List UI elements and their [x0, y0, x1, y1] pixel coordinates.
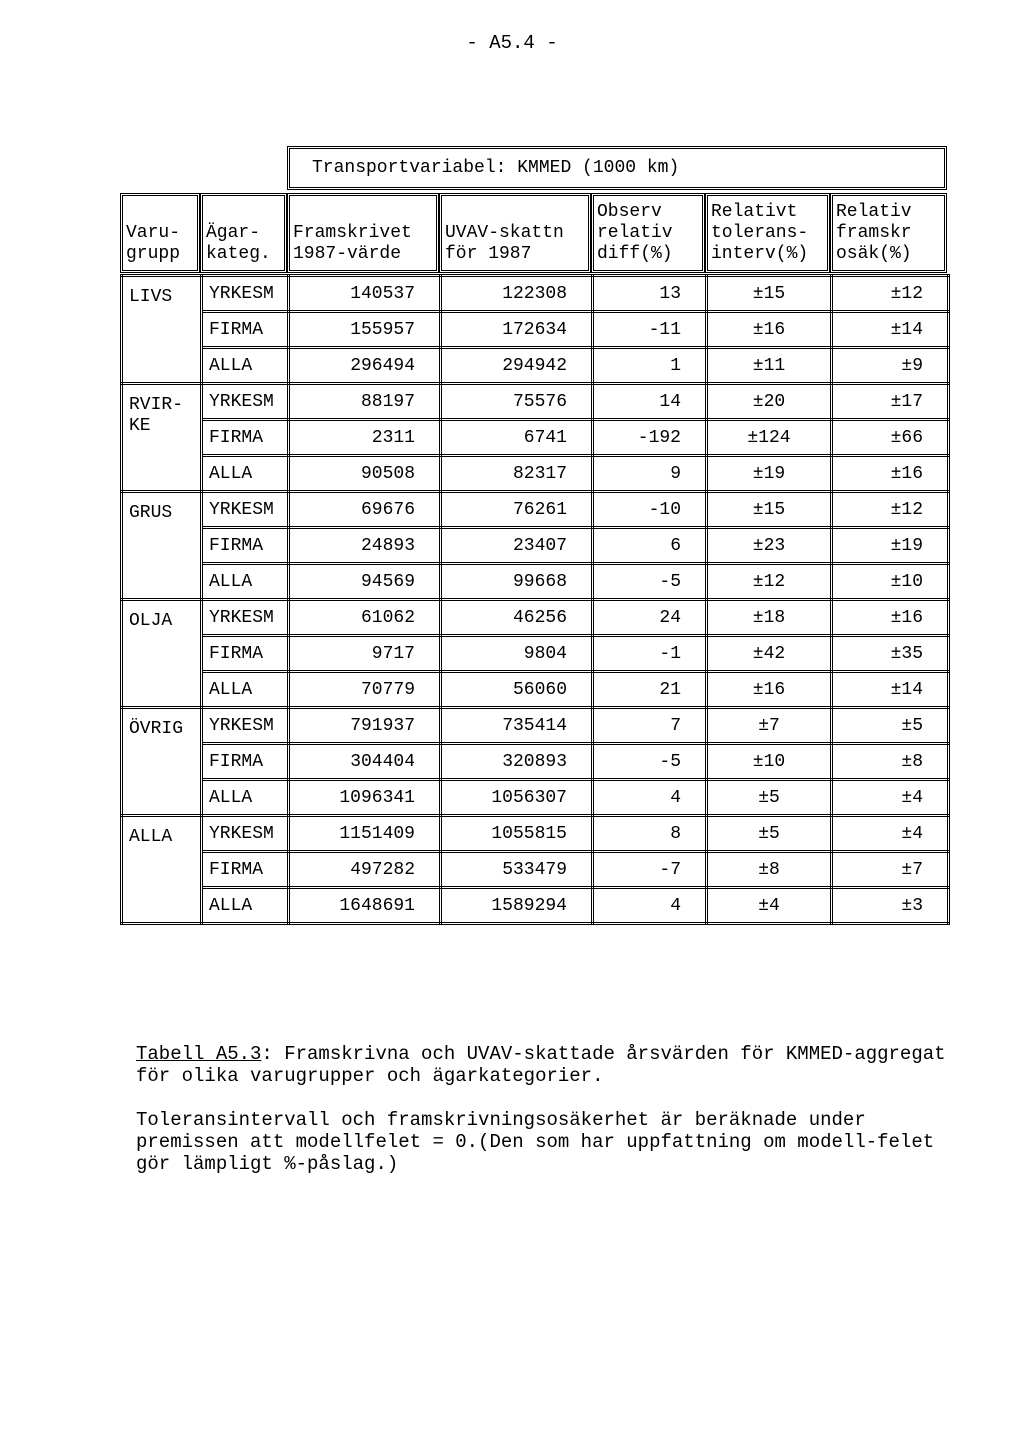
framskrivet-cell: 791937 [289, 708, 441, 744]
toleransintervall-cell: ±18 [707, 600, 832, 636]
agarkategori-cell: FIRMA [202, 528, 289, 564]
agarkategori-cell: ALLA [202, 672, 289, 708]
uvav-cell: 1055815 [441, 816, 593, 852]
agarkategori-cell: FIRMA [202, 852, 289, 888]
toleransintervall-cell: ±4 [707, 888, 832, 924]
table-row [122, 348, 949, 384]
toleransintervall-cell: ±16 [707, 672, 832, 708]
table-row [122, 636, 949, 672]
observ-diff-cell: 21 [593, 672, 707, 708]
observ-diff-cell: 1 [593, 348, 707, 384]
toleransintervall-cell: ±19 [707, 456, 832, 492]
table-row [122, 384, 949, 420]
agarkategori-cell: ALLA [202, 780, 289, 816]
table-row [122, 492, 949, 528]
framskrivet-cell: 2311 [289, 420, 441, 456]
uvav-cell: 99668 [441, 564, 593, 600]
observ-diff-cell: -10 [593, 492, 707, 528]
uvav-cell: 294942 [441, 348, 593, 384]
uvav-cell: 533479 [441, 852, 593, 888]
toleransintervall-cell: ±12 [707, 564, 832, 600]
agarkategori-cell: ALLA [202, 456, 289, 492]
uvav-cell: 320893 [441, 744, 593, 780]
toleransintervall-cell: ±23 [707, 528, 832, 564]
agarkategori-cell: YRKESM [202, 708, 289, 744]
osakerhet-cell: ±8 [832, 744, 949, 780]
uvav-cell: 76261 [441, 492, 593, 528]
osakerhet-cell: ±19 [832, 528, 949, 564]
uvav-cell: 9804 [441, 636, 593, 672]
uvav-cell: 6741 [441, 420, 593, 456]
osakerhet-cell: ±10 [832, 564, 949, 600]
header-framskrivet: Framskrivet 1987-värde [287, 193, 439, 273]
transport-variable-header: Transportvariabel: KMMED (1000 km) [287, 146, 947, 190]
framskrivet-cell: 88197 [289, 384, 441, 420]
osakerhet-cell: ±4 [832, 816, 949, 852]
data-table [120, 274, 950, 925]
osakerhet-cell: ±9 [832, 348, 949, 384]
framskrivet-cell: 90508 [289, 456, 441, 492]
table-caption [136, 1043, 966, 1197]
osakerhet-cell: ±16 [832, 600, 949, 636]
agarkategori-cell: FIRMA [202, 420, 289, 456]
varugrupp-cell: ALLA [122, 816, 202, 924]
observ-diff-cell: 7 [593, 708, 707, 744]
toleransintervall-cell: ±11 [707, 348, 832, 384]
agarkategori-cell: FIRMA [202, 636, 289, 672]
osakerhet-cell: ±12 [832, 276, 949, 312]
uvav-cell: 56060 [441, 672, 593, 708]
framskrivet-cell: 304404 [289, 744, 441, 780]
agarkategori-cell: YRKESM [202, 600, 289, 636]
table-row [122, 780, 949, 816]
table-row [122, 816, 949, 852]
observ-diff-cell: 4 [593, 888, 707, 924]
table-row [122, 456, 949, 492]
header-relativ-framskrivningsosakerhet: Relativ framskr osäk(%) [830, 193, 947, 273]
table-row [122, 672, 949, 708]
uvav-cell: 122308 [441, 276, 593, 312]
osakerhet-cell: ±16 [832, 456, 949, 492]
framskrivet-cell: 140537 [289, 276, 441, 312]
observ-diff-cell: -1 [593, 636, 707, 672]
observ-diff-cell: 24 [593, 600, 707, 636]
table-row [122, 312, 949, 348]
table-row [122, 420, 949, 456]
observ-diff-cell: 14 [593, 384, 707, 420]
osakerhet-cell: ±14 [832, 312, 949, 348]
osakerhet-cell: ±66 [832, 420, 949, 456]
toleransintervall-cell: ±42 [707, 636, 832, 672]
observ-diff-cell: -5 [593, 744, 707, 780]
table-row [122, 564, 949, 600]
osakerhet-cell: ±7 [832, 852, 949, 888]
page-number: - A5.4 - [466, 32, 558, 54]
observ-diff-cell: -5 [593, 564, 707, 600]
agarkategori-cell: FIRMA [202, 312, 289, 348]
table-row [122, 708, 949, 744]
uvav-cell: 1589294 [441, 888, 593, 924]
uvav-cell: 75576 [441, 384, 593, 420]
toleransintervall-cell: ±124 [707, 420, 832, 456]
table-row [122, 744, 949, 780]
framskrivet-cell: 24893 [289, 528, 441, 564]
osakerhet-cell: ±35 [832, 636, 949, 672]
framskrivet-cell: 296494 [289, 348, 441, 384]
agarkategori-cell: YRKESM [202, 276, 289, 312]
toleransintervall-cell: ±15 [707, 492, 832, 528]
uvav-cell: 46256 [441, 600, 593, 636]
framskrivet-cell: 1648691 [289, 888, 441, 924]
table-row [122, 852, 949, 888]
header-agarkategori: Ägar- kateg. [200, 193, 287, 273]
framskrivet-cell: 1151409 [289, 816, 441, 852]
toleransintervall-cell: ±5 [707, 816, 832, 852]
osakerhet-cell: ±14 [832, 672, 949, 708]
header-observ-relativ-diff: Observ relativ diff(%) [591, 193, 705, 273]
uvav-cell: 1056307 [441, 780, 593, 816]
header-relativt-toleransintervall: Relativt tolerans- interv(%) [705, 193, 830, 273]
observ-diff-cell: 9 [593, 456, 707, 492]
header-uvav-skattning: UVAV-skattn för 1987 [439, 193, 591, 273]
agarkategori-cell: ALLA [202, 564, 289, 600]
framskrivet-cell: 1096341 [289, 780, 441, 816]
varugrupp-cell: LIVS [122, 276, 202, 384]
caption-note: Toleransintervall och framskrivningsosäkerhet är beräknade under premissen att modellfelet = 0.(Den som har uppfattning om modell-felet gör lämpligt %-påslag.) [136, 1109, 935, 1175]
framskrivet-cell: 155957 [289, 312, 441, 348]
table-row [122, 888, 949, 924]
observ-diff-cell: -192 [593, 420, 707, 456]
osakerhet-cell: ±5 [832, 708, 949, 744]
observ-diff-cell: -11 [593, 312, 707, 348]
framskrivet-cell: 497282 [289, 852, 441, 888]
table-row [122, 276, 949, 312]
uvav-cell: 735414 [441, 708, 593, 744]
caption-label: Tabell A5.3 [136, 1043, 262, 1065]
uvav-cell: 172634 [441, 312, 593, 348]
varugrupp-cell: GRUS [122, 492, 202, 600]
osakerhet-cell: ±17 [832, 384, 949, 420]
toleransintervall-cell: ±16 [707, 312, 832, 348]
agarkategori-cell: ALLA [202, 888, 289, 924]
observ-diff-cell: -7 [593, 852, 707, 888]
toleransintervall-cell: ±10 [707, 744, 832, 780]
observ-diff-cell: 6 [593, 528, 707, 564]
varugrupp-cell: ÖVRIG [122, 708, 202, 816]
agarkategori-cell: ALLA [202, 348, 289, 384]
table-row [122, 528, 949, 564]
framskrivet-cell: 94569 [289, 564, 441, 600]
varugrupp-cell: OLJA [122, 600, 202, 708]
caption-text: : Framskrivna och UVAV-skattade årsvärden för KMMED-aggregat för olika varugrupper och ägarkategorier. [136, 1043, 946, 1087]
table-row [122, 600, 949, 636]
osakerhet-cell: ±12 [832, 492, 949, 528]
toleransintervall-cell: ±15 [707, 276, 832, 312]
uvav-cell: 82317 [441, 456, 593, 492]
framskrivet-cell: 61062 [289, 600, 441, 636]
observ-diff-cell: 13 [593, 276, 707, 312]
toleransintervall-cell: ±7 [707, 708, 832, 744]
agarkategori-cell: YRKESM [202, 816, 289, 852]
framskrivet-cell: 69676 [289, 492, 441, 528]
observ-diff-cell: 4 [593, 780, 707, 816]
agarkategori-cell: YRKESM [202, 384, 289, 420]
toleransintervall-cell: ±8 [707, 852, 832, 888]
toleransintervall-cell: ±5 [707, 780, 832, 816]
uvav-cell: 23407 [441, 528, 593, 564]
osakerhet-cell: ±4 [832, 780, 949, 816]
framskrivet-cell: 9717 [289, 636, 441, 672]
osakerhet-cell: ±3 [832, 888, 949, 924]
caption-main [136, 1043, 966, 1087]
agarkategori-cell: FIRMA [202, 744, 289, 780]
observ-diff-cell: 8 [593, 816, 707, 852]
toleransintervall-cell: ±20 [707, 384, 832, 420]
framskrivet-cell: 70779 [289, 672, 441, 708]
agarkategori-cell: YRKESM [202, 492, 289, 528]
header-varugrupp: Varu- grupp [120, 193, 200, 273]
varugrupp-cell: RVIR- KE [122, 384, 202, 492]
